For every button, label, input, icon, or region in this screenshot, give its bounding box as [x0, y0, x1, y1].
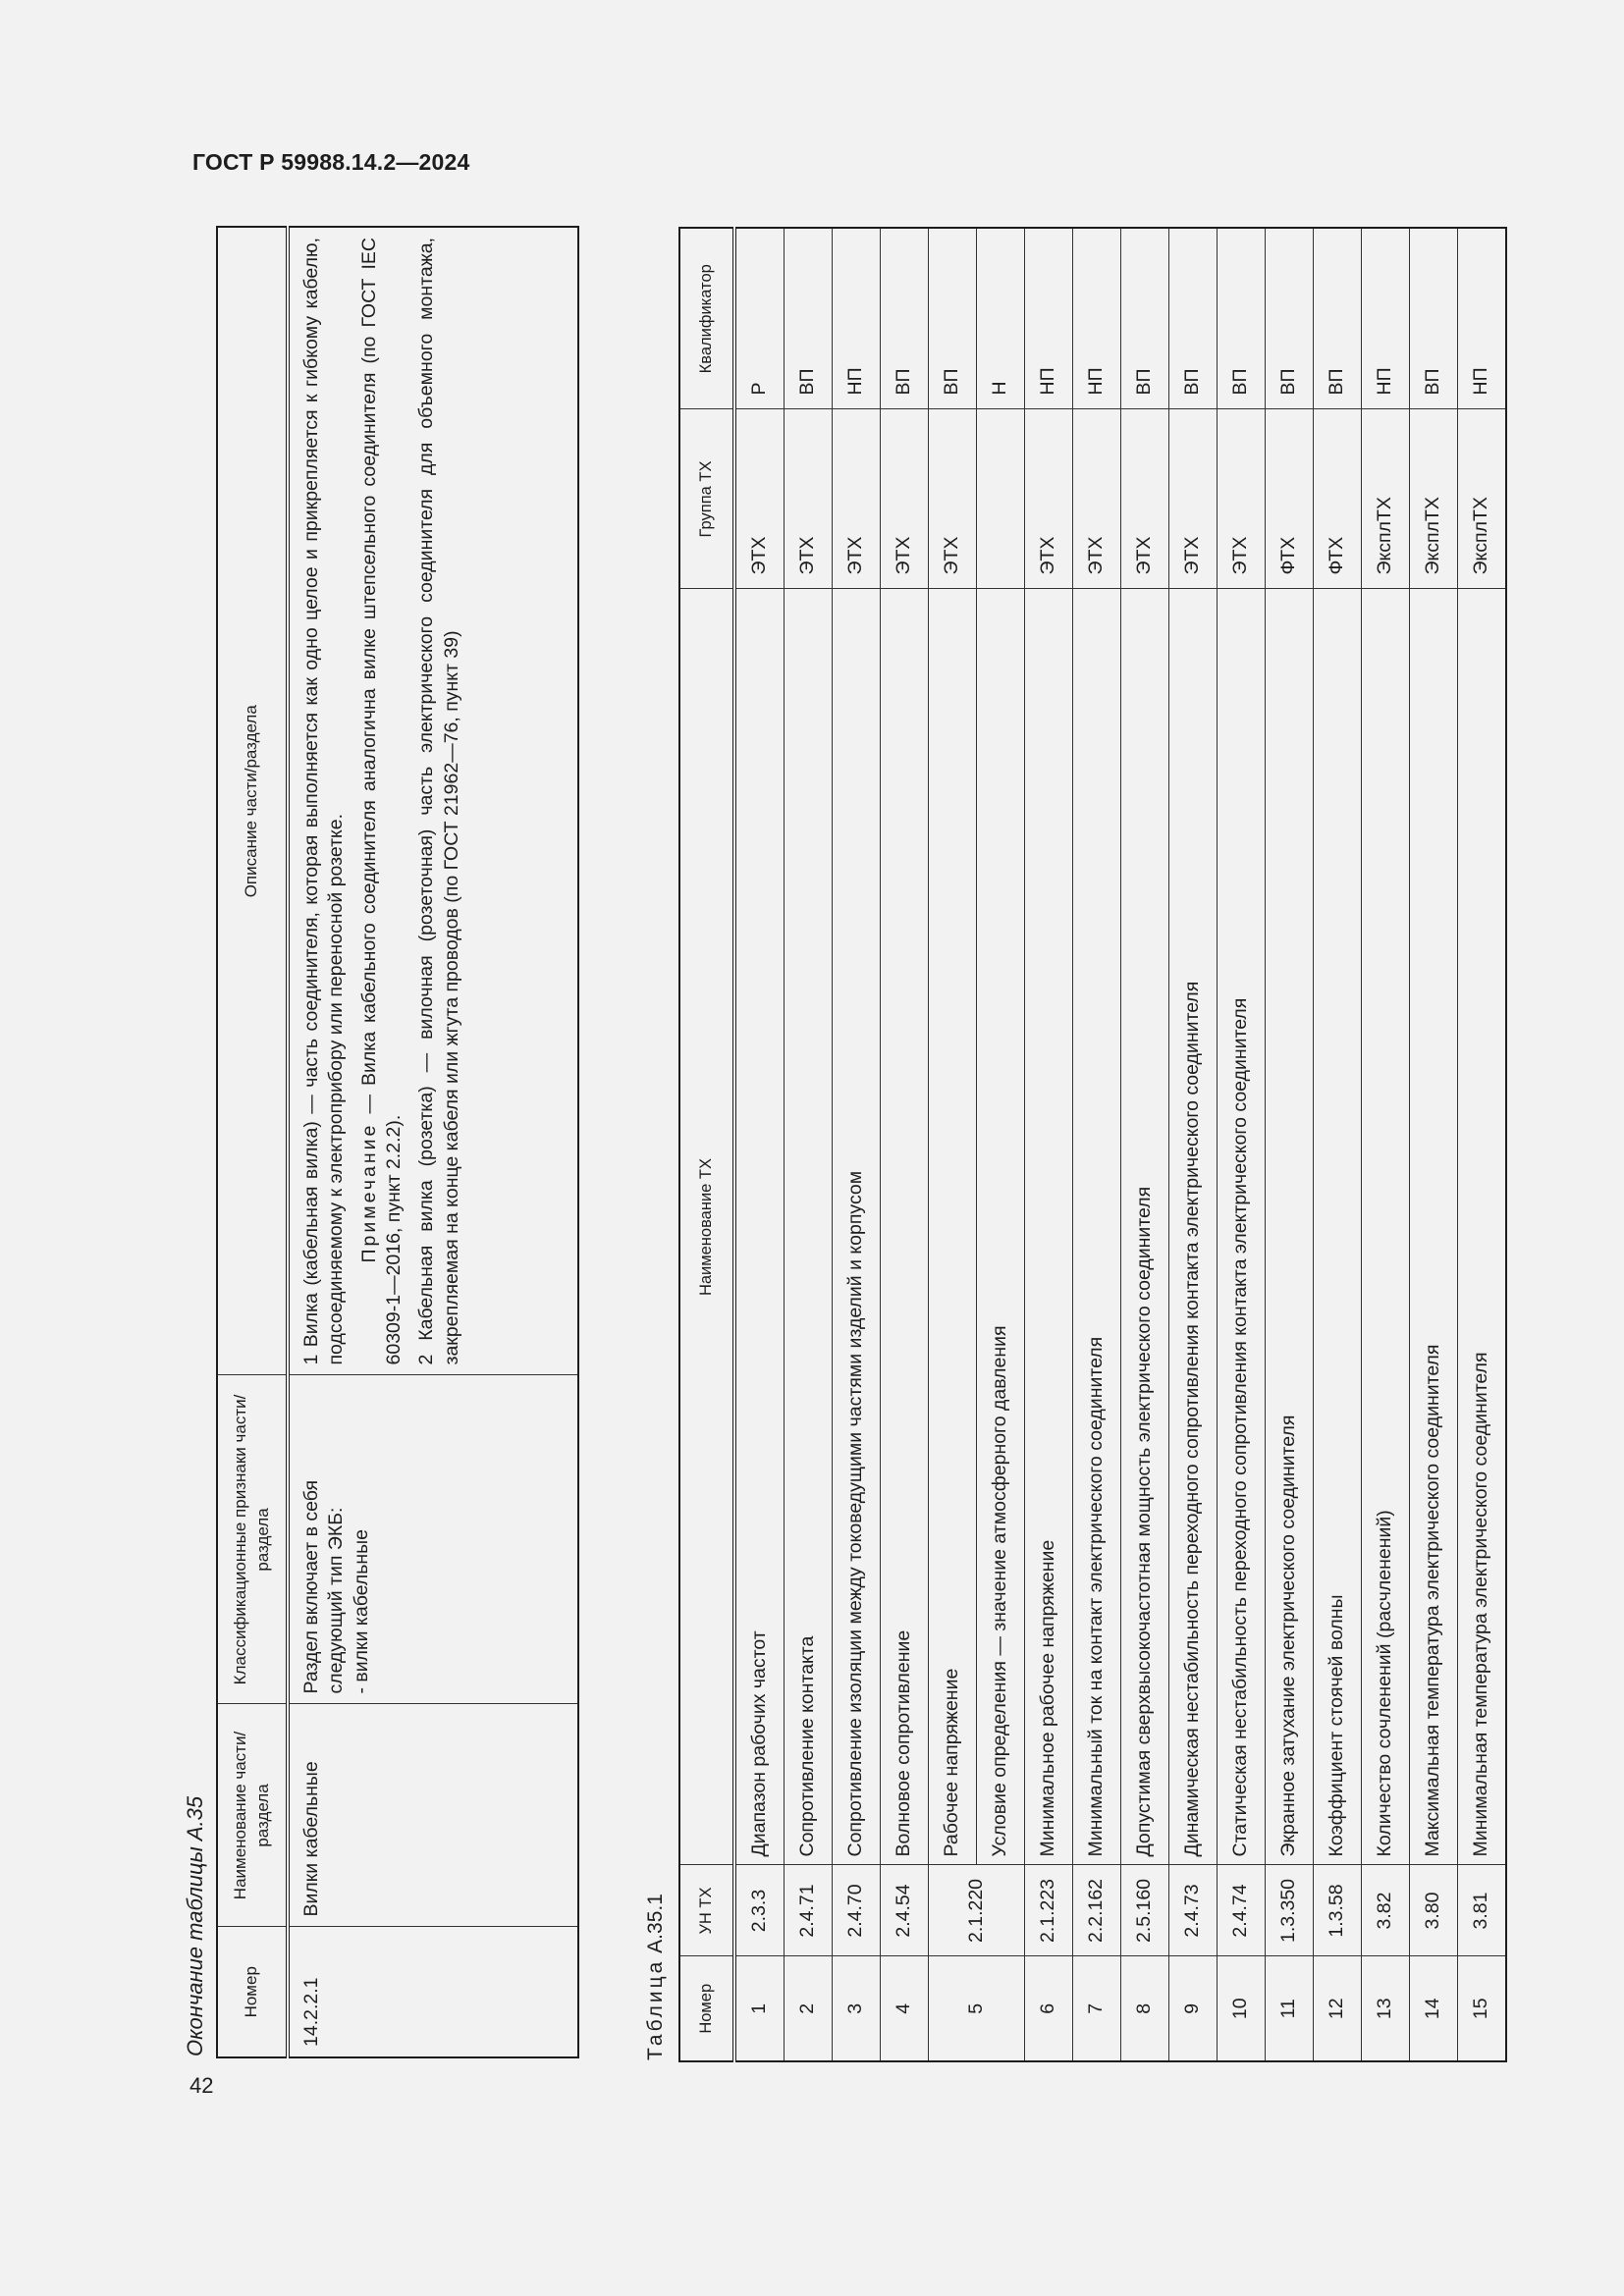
- cell-qualifier: ВП: [929, 228, 977, 409]
- cell-name: Динамическая нестабильность переходного сопротивления контакта электрического соединителя: [1169, 589, 1218, 1865]
- cell-group: ЭТХ: [1121, 409, 1169, 589]
- cell-group: ЭТХ: [1218, 409, 1266, 589]
- row-features: [288, 1375, 578, 1704]
- note-text: — Вилка кабельного соединителя аналогична вилке штепсельного соединителя (по ГОСТ IEC 60309-1—2016, пункт 2.2.2).: [357, 238, 406, 1365]
- cell-group: ЭксплТХ: [1362, 409, 1410, 589]
- table-row: [1362, 228, 1410, 2061]
- table-row: [1073, 228, 1121, 2061]
- features-line-1: Раздел включает в себя следующий тип ЭКБ:: [300, 1479, 348, 1694]
- table-row: [881, 228, 929, 2061]
- cell-name: Сопротивление контакта: [785, 589, 833, 1865]
- col-header-name: Наименование ТХ: [679, 589, 734, 1865]
- cell-name: Диапазон рабочих частот: [734, 589, 785, 1865]
- table-a351: [678, 227, 1507, 2062]
- cell-number: 14: [1410, 1956, 1458, 2061]
- cell-qualifier: ВП: [1266, 228, 1314, 409]
- cell-name: Волновое сопротивление: [881, 589, 929, 1865]
- table-row: [833, 228, 881, 2061]
- features-line-2: - вилки кабельные: [350, 1528, 372, 1694]
- col-header-features: Классификационные признаки части/раздела: [217, 1375, 288, 1704]
- description-item-2: 2 Кабельная вилка (розетка) — вилочная (розеточная) часть электрического соединителя для объемного монтажа, закрепляемая на конце кабеля или жгута проводов (по ГОСТ 21962—76, пункт 39): [415, 238, 462, 1365]
- cell-qualifier: ВП: [881, 228, 929, 409]
- cell-un: 2.3.3: [734, 1865, 785, 1956]
- col-header-un: УН ТХ: [679, 1865, 734, 1956]
- cell-un: 2.4.70: [833, 1865, 881, 1956]
- cell-group: ЭТХ: [1169, 409, 1218, 589]
- cell-un: 2.5.160: [1121, 1865, 1169, 1956]
- cell-group: ЭТХ: [881, 409, 929, 589]
- page-number: 42: [189, 2073, 214, 2098]
- cell-un: 2.4.73: [1169, 1865, 1218, 1956]
- cell-un: 3.80: [1410, 1865, 1458, 1956]
- cell-number: 7: [1073, 1956, 1121, 2061]
- cell-number: 11: [1266, 1956, 1314, 2061]
- cell-un: 3.82: [1362, 1865, 1410, 1956]
- cell-group: ЭксплТХ: [1410, 409, 1458, 589]
- cell-group: ФТХ: [1314, 409, 1362, 589]
- row-name: Вилки кабельные: [288, 1704, 578, 1927]
- cell-name: Экранное затухание электрического соединителя: [1266, 589, 1314, 1865]
- cell-number: 2: [785, 1956, 833, 2061]
- cell-name: Коэффициент стоячей волны: [1314, 589, 1362, 1865]
- table-a351-block: [632, 229, 1518, 2062]
- table-row: [1169, 228, 1218, 2061]
- description-item-1: 1 Вилка (кабельная вилка) — часть соединителя, которая выполняется как одно целое и прикрепляется к гибкому кабелю, подсоединяемому к электроприбору или переносной розетке.: [300, 238, 348, 1365]
- cell-qualifier: ВП: [1218, 228, 1266, 409]
- cell-name: Рабочее напряжение: [929, 589, 977, 1865]
- table-row: [929, 228, 977, 2061]
- description-note: [357, 238, 407, 1365]
- cell-qualifier: НП: [1458, 228, 1507, 409]
- cell-sub-group: [977, 409, 1025, 589]
- table-a35: [216, 226, 579, 2058]
- cell-qualifier: ВП: [1314, 228, 1362, 409]
- cell-qualifier: НП: [1025, 228, 1073, 409]
- cell-group: ЭТХ: [785, 409, 833, 589]
- cell-number: 15: [1458, 1956, 1507, 2061]
- cell-name: Количество сочленений (расчленений): [1362, 589, 1410, 1865]
- col-header-name: Наименование части/раздела: [217, 1704, 288, 1927]
- table-row: [288, 227, 578, 2057]
- cell-qualifier: ВП: [1121, 228, 1169, 409]
- cell-group: ЭТХ: [1073, 409, 1121, 589]
- col-header-qualifier: Квалификатор: [679, 228, 734, 409]
- cell-number: 9: [1169, 1956, 1218, 2061]
- cell-name: Минимальный ток на контакт электрического соединителя: [1073, 589, 1121, 1865]
- table-row: [1266, 228, 1314, 2061]
- note-label: Примечание: [357, 1122, 380, 1263]
- cell-group: ЭТХ: [734, 409, 785, 589]
- table-row: [1314, 228, 1362, 2061]
- cell-un: 2.2.162: [1073, 1865, 1121, 1956]
- cell-qualifier: НП: [1362, 228, 1410, 409]
- cell-group: ЭТХ: [1025, 409, 1073, 589]
- cell-un: 2.1.220: [929, 1865, 1025, 1956]
- cell-sub-qualifier: Н: [977, 228, 1025, 409]
- cell-un: 2.4.54: [881, 1865, 929, 1956]
- table-a351-caption: [632, 229, 678, 2062]
- table-subrow: [977, 228, 1025, 2061]
- cell-name: Сопротивление изоляции между токоведущими частями изделий и корпусом: [833, 589, 881, 1865]
- cell-name: Максимальная температура электрического соединителя: [1410, 589, 1458, 1865]
- cell-number: 12: [1314, 1956, 1362, 2061]
- col-header-group: Группа ТХ: [679, 409, 734, 589]
- cell-qualifier: Р: [734, 228, 785, 409]
- table-row: [1025, 228, 1073, 2061]
- cell-un: 1.3.350: [1266, 1865, 1314, 1956]
- col-header-number: Номер: [679, 1956, 734, 2061]
- table-row: [1218, 228, 1266, 2061]
- cell-un: 2.4.71: [785, 1865, 833, 1956]
- cell-group: ФТХ: [1266, 409, 1314, 589]
- cell-name: Минимальная температура электрического соединителя: [1458, 589, 1507, 1865]
- cell-qualifier: ВП: [1169, 228, 1218, 409]
- table-row: [1458, 228, 1507, 2061]
- cell-group: ЭТХ: [929, 409, 977, 589]
- table-a35-block: [175, 228, 592, 2058]
- cell-number: 4: [881, 1956, 929, 2061]
- cell-name: Допустимая сверхвысокочастотная мощность электрического соединителя: [1121, 589, 1169, 1865]
- row-number: 14.2.2.1: [288, 1927, 578, 2057]
- caption-number: А.35.1: [644, 1894, 667, 1959]
- cell-name: Минимальное рабочее напряжение: [1025, 589, 1073, 1865]
- cell-group: ЭксплТХ: [1458, 409, 1507, 589]
- table-row: [785, 228, 833, 2061]
- document-header: ГОСТ Р 59988.14.2—2024: [192, 149, 470, 175]
- cell-un: 1.3.58: [1314, 1865, 1362, 1956]
- cell-un: 3.81: [1458, 1865, 1507, 1956]
- cell-sub-name: Условие определения — значение атмосферного давления: [977, 589, 1025, 1865]
- cell-number: 13: [1362, 1956, 1410, 2061]
- cell-number: 3: [833, 1956, 881, 2061]
- table-row: [734, 228, 785, 2061]
- table-row: [1410, 228, 1458, 2061]
- table-a35-caption: Окончание таблицы А.35: [183, 1795, 207, 2056]
- cell-number: 5: [929, 1956, 1025, 2061]
- col-header-description: Описание части/раздела: [217, 227, 288, 1375]
- cell-qualifier: ВП: [1410, 228, 1458, 409]
- cell-qualifier: ВП: [785, 228, 833, 409]
- cell-number: 6: [1025, 1956, 1073, 2061]
- caption-label: Таблица: [644, 1958, 667, 2060]
- cell-qualifier: НП: [833, 228, 881, 409]
- cell-number: 10: [1218, 1956, 1266, 2061]
- table-row: [1121, 228, 1169, 2061]
- row-description: [288, 227, 578, 1375]
- col-header-number: Номер: [217, 1927, 288, 2057]
- cell-un: 2.4.74: [1218, 1865, 1266, 1956]
- cell-qualifier: НП: [1073, 228, 1121, 409]
- cell-number: 1: [734, 1956, 785, 2061]
- cell-name: Статическая нестабильность переходного сопротивления контакта электрического соединителя: [1218, 589, 1266, 1865]
- cell-number: 8: [1121, 1956, 1169, 2061]
- cell-group: ЭТХ: [833, 409, 881, 589]
- cell-un: 2.1.223: [1025, 1865, 1073, 1956]
